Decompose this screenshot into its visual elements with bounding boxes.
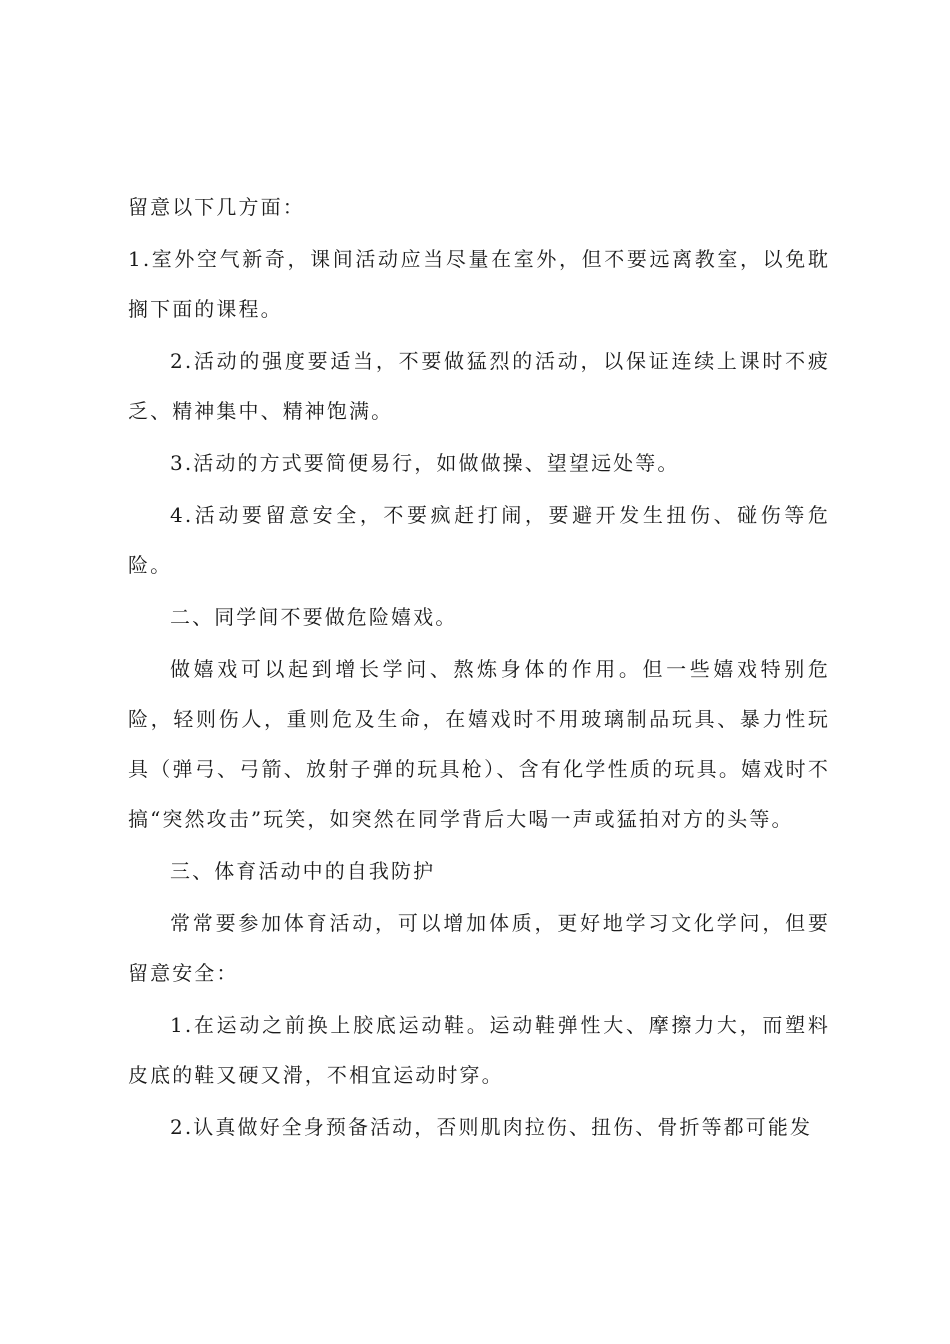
paragraph-item-2-intensity: 2.活动的强度要适当，不要做猛烈的活动，以保证连续上课时不疲乏、精神集中、精神饱满。 [128, 349, 830, 423]
section-heading-3: 三、体育活动中的自我防护 [170, 859, 436, 883]
paragraph-item-1-outdoor: 1.室外空气新奇，课间活动应当尽量在室外，但不要远离教室，以免耽搁下面的课程。 [128, 247, 830, 321]
paragraph-sports-item-1: 1.在运动之前换上胶底运动鞋。运动鞋弹性大、摩擦力大，而塑料皮底的鞋又硬又滑，不相宜运动时穿。 [128, 1013, 830, 1087]
paragraph-games: 做嬉戏可以起到增长学问、熬炼身体的作用。但一些嬉戏特别危险，轻则伤人，重则危及生命，在嬉戏时不用玻璃制品玩具、暴力性玩具（弹弓、弓箭、放射子弹的玩具枪）、含有化学性质的玩具。嬉戏时不搞“突然攻击”玩笑，如突然在同学背后大喝一声或猛拍对方的头等。 [128, 657, 830, 831]
paragraph-item-3-method: 3.活动的方式要简便易行，如做做操、望望远处等。 [170, 451, 680, 475]
paragraph-sports-item-2: 2.认真做好全身预备活动，否则肌肉拉伤、扭伤、骨折等都可能发 [170, 1115, 813, 1139]
section-heading-2: 二、同学间不要做危险嬉戏。 [170, 605, 458, 629]
paragraph-sports-intro: 常常要参加体育活动，可以增加体质，更好地学习文化学问，但要留意安全： [128, 911, 830, 985]
paragraph-item-4-safety: 4.活动要留意安全，不要疯赶打闹，要避开发生扭伤、碰伤等危险。 [128, 503, 830, 577]
paragraph-attention-intro: 留意以下几方面： [128, 195, 305, 219]
document-body [128, 182, 830, 1154]
